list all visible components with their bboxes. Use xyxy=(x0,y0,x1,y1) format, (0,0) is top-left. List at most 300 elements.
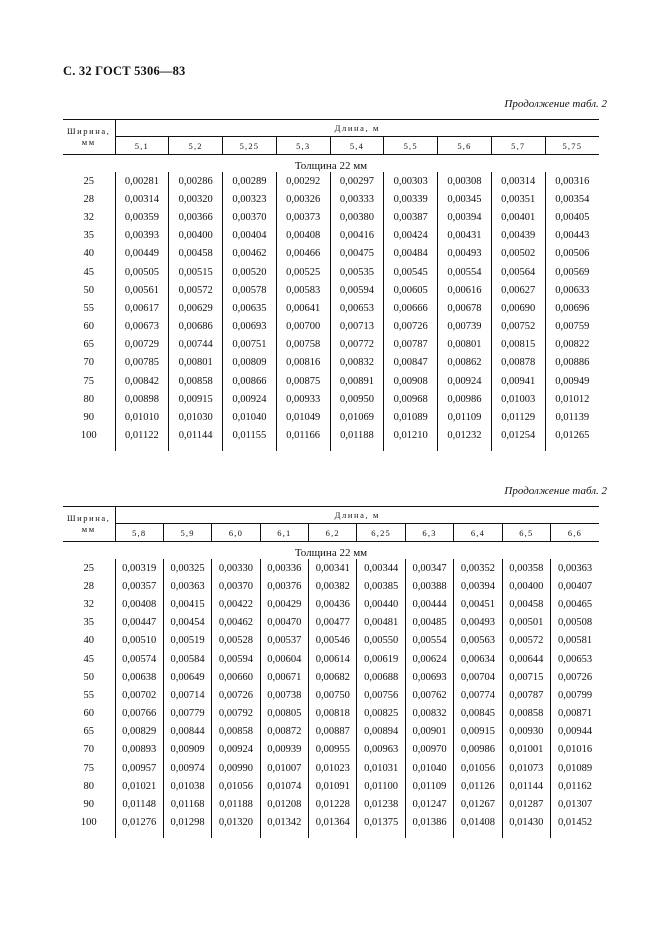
table-row xyxy=(63,705,599,723)
table-row xyxy=(63,245,599,263)
volume-value: 0,00563 xyxy=(454,632,502,650)
width-value: 60 xyxy=(63,705,115,723)
volume-value: 0,00292 xyxy=(276,172,330,190)
volume-value: 0,00887 xyxy=(309,723,357,741)
volume-value: 0,00451 xyxy=(454,595,502,613)
volume-value: 0,00308 xyxy=(438,172,492,190)
volume-value: 0,00693 xyxy=(223,318,277,336)
volume-value: 0,01023 xyxy=(309,759,357,777)
width-value: 65 xyxy=(63,336,115,354)
table-row xyxy=(63,281,599,299)
volume-value: 0,00604 xyxy=(260,650,308,668)
table-row xyxy=(63,390,599,408)
volume-value: 0,01232 xyxy=(438,427,492,445)
tail-cell xyxy=(63,832,115,838)
volume-value: 0,00845 xyxy=(454,705,502,723)
volume-value: 0,01074 xyxy=(260,777,308,795)
volume-value: 0,00801 xyxy=(438,336,492,354)
volume-value: 0,01040 xyxy=(223,408,277,426)
width-value: 25 xyxy=(63,172,115,190)
volume-value: 0,00671 xyxy=(260,668,308,686)
length-value: 5,1 xyxy=(115,137,169,155)
volume-value: 0,01430 xyxy=(502,814,550,832)
volume-value: 0,00316 xyxy=(545,172,599,190)
volume-value: 0,01089 xyxy=(384,408,438,426)
volume-value: 0,00422 xyxy=(212,595,260,613)
volume-value: 0,01342 xyxy=(260,814,308,832)
volume-value: 0,01386 xyxy=(405,814,453,832)
volume-value: 0,00493 xyxy=(438,245,492,263)
width-header-line: Ширина, xyxy=(66,513,111,523)
volume-value: 0,00370 xyxy=(212,577,260,595)
volume-value: 0,00744 xyxy=(169,336,223,354)
width-value: 75 xyxy=(63,759,115,777)
volume-value: 0,00901 xyxy=(405,723,453,741)
volume-value: 0,00878 xyxy=(491,354,545,372)
width-value: 75 xyxy=(63,372,115,390)
length-header: Длина, м xyxy=(115,507,599,524)
volume-value: 0,00866 xyxy=(223,372,277,390)
volume-value: 0,00481 xyxy=(357,614,405,632)
length-value: 6,0 xyxy=(212,524,260,542)
volume-value: 0,00373 xyxy=(276,208,330,226)
volume-value: 0,00713 xyxy=(330,318,384,336)
volume-value: 0,00454 xyxy=(163,614,211,632)
volume-value: 0,00408 xyxy=(122,598,157,610)
volume-value: 0,01307 xyxy=(551,795,599,813)
table-row xyxy=(63,427,599,445)
length-value: 6,25 xyxy=(357,524,405,542)
continuation-label-2: Продолжение табл. 2 xyxy=(504,485,607,497)
volume-value: 0,00766 xyxy=(122,708,157,720)
volume-value: 0,00726 xyxy=(384,318,438,336)
table-row xyxy=(63,723,599,741)
volume-value: 0,01144 xyxy=(169,427,223,445)
volume-value: 0,00569 xyxy=(545,263,599,281)
volume-value: 0,00594 xyxy=(330,281,384,299)
volume-value: 0,00738 xyxy=(260,686,308,704)
volume-value: 0,00944 xyxy=(551,723,599,741)
volume-value: 0,01364 xyxy=(309,814,357,832)
volume-value: 0,00700 xyxy=(276,318,330,336)
volume-value: 0,00614 xyxy=(309,650,357,668)
tail-cell xyxy=(115,832,163,838)
volume-value: 0,01155 xyxy=(223,427,277,445)
volume-value: 0,00303 xyxy=(384,172,438,190)
table-row xyxy=(63,559,599,577)
volume-value: 0,00752 xyxy=(491,318,545,336)
volume-value: 0,01298 xyxy=(163,814,211,832)
volume-value: 0,01254 xyxy=(491,427,545,445)
volume-value: 0,01010 xyxy=(124,412,159,424)
volume-value: 0,00477 xyxy=(309,614,357,632)
volume-value: 0,00875 xyxy=(276,372,330,390)
volume-value: 0,00525 xyxy=(276,263,330,281)
volume-value: 0,01056 xyxy=(212,777,260,795)
width-value: 35 xyxy=(63,614,115,632)
volume-value: 0,01267 xyxy=(454,795,502,813)
volume-value: 0,00815 xyxy=(491,336,545,354)
volume-value: 0,00617 xyxy=(124,302,159,314)
volume-value: 0,00822 xyxy=(545,336,599,354)
volume-value: 0,00326 xyxy=(276,190,330,208)
width-value: 28 xyxy=(63,190,115,208)
volume-value: 0,00351 xyxy=(491,190,545,208)
tail-cell xyxy=(454,832,502,838)
volume-value: 0,00858 xyxy=(169,372,223,390)
volume-value: 0,00950 xyxy=(330,390,384,408)
length-value: 6,5 xyxy=(502,524,550,542)
volume-value: 0,01003 xyxy=(491,390,545,408)
volume-value: 0,00314 xyxy=(491,172,545,190)
volume-value: 0,00924 xyxy=(438,372,492,390)
volume-value: 0,01265 xyxy=(545,427,599,445)
volume-value: 0,01001 xyxy=(502,741,550,759)
tail-cell xyxy=(276,445,330,451)
width-value: 100 xyxy=(63,427,115,445)
volume-value: 0,01139 xyxy=(545,408,599,426)
volume-value: 0,00363 xyxy=(551,559,599,577)
volume-value: 0,00339 xyxy=(384,190,438,208)
volume-value: 0,00779 xyxy=(163,705,211,723)
length-value: 5,7 xyxy=(491,137,545,155)
volume-value: 0,01031 xyxy=(357,759,405,777)
volume-value: 0,00715 xyxy=(502,668,550,686)
width-value: 50 xyxy=(63,281,115,299)
length-value: 5,4 xyxy=(330,137,384,155)
volume-value: 0,00289 xyxy=(223,172,277,190)
volume-value: 0,00380 xyxy=(330,208,384,226)
length-value: 6,2 xyxy=(309,524,357,542)
tail-cell xyxy=(163,832,211,838)
volume-value: 0,00756 xyxy=(357,686,405,704)
volume-value: 0,00462 xyxy=(212,614,260,632)
volume-value: 0,00358 xyxy=(502,559,550,577)
volume-value: 0,00354 xyxy=(545,190,599,208)
tail-cell xyxy=(438,445,492,451)
volume-value: 0,00336 xyxy=(260,559,308,577)
volume-value: 0,00578 xyxy=(223,281,277,299)
volume-value: 0,00750 xyxy=(309,686,357,704)
volume-value: 0,00341 xyxy=(309,559,357,577)
tail-cell xyxy=(330,445,384,451)
volume-value: 0,00801 xyxy=(169,354,223,372)
volume-value: 0,00554 xyxy=(405,632,453,650)
volume-value: 0,00484 xyxy=(384,245,438,263)
table-row xyxy=(63,614,599,632)
volume-value: 0,00696 xyxy=(545,299,599,317)
width-value: 35 xyxy=(63,227,115,245)
table-row xyxy=(63,795,599,813)
volume-value: 0,00968 xyxy=(384,390,438,408)
volume-value: 0,00528 xyxy=(212,632,260,650)
volume-value: 0,00641 xyxy=(276,299,330,317)
length-value: 5,2 xyxy=(169,137,223,155)
volume-value: 0,01188 xyxy=(212,795,260,813)
volume-value: 0,01276 xyxy=(122,817,157,829)
volume-value: 0,00506 xyxy=(545,245,599,263)
volume-value: 0,01040 xyxy=(405,759,453,777)
volume-value: 0,00485 xyxy=(405,614,453,632)
volume-value: 0,00344 xyxy=(357,559,405,577)
volume-value: 0,00858 xyxy=(212,723,260,741)
tail-cell xyxy=(357,832,405,838)
volume-value: 0,00510 xyxy=(122,635,157,647)
tail-cell xyxy=(551,832,599,838)
volume-value: 0,01287 xyxy=(502,795,550,813)
volume-value: 0,00624 xyxy=(405,650,453,668)
volume-value: 0,00545 xyxy=(384,263,438,281)
volume-value: 0,00501 xyxy=(502,614,550,632)
table-row xyxy=(63,686,599,704)
volume-value: 0,00594 xyxy=(212,650,260,668)
table-row xyxy=(63,190,599,208)
volume-value: 0,00653 xyxy=(551,650,599,668)
width-value: 80 xyxy=(63,390,115,408)
table-tail xyxy=(63,445,599,451)
volume-value: 0,00424 xyxy=(384,227,438,245)
volume-value: 0,00660 xyxy=(212,668,260,686)
volume-value: 0,00893 xyxy=(122,744,157,756)
width-value: 80 xyxy=(63,777,115,795)
table-row xyxy=(63,577,599,595)
volume-value: 0,00785 xyxy=(124,357,159,369)
volume-value: 0,00400 xyxy=(169,227,223,245)
table-row xyxy=(63,354,599,372)
volume-value: 0,00842 xyxy=(124,375,159,387)
volume-value: 0,00561 xyxy=(124,284,159,296)
volume-value: 0,00462 xyxy=(223,245,277,263)
volume-value: 0,00832 xyxy=(405,705,453,723)
volume-value: 0,00792 xyxy=(212,705,260,723)
volume-value: 0,00550 xyxy=(357,632,405,650)
volume-value: 0,00605 xyxy=(384,281,438,299)
volume-value: 0,01073 xyxy=(502,759,550,777)
width-value: 25 xyxy=(63,559,115,577)
volume-value: 0,01144 xyxy=(502,777,550,795)
width-value: 28 xyxy=(63,577,115,595)
volume-value: 0,00281 xyxy=(124,175,159,187)
volume-value: 0,00941 xyxy=(491,372,545,390)
volume-value: 0,00470 xyxy=(260,614,308,632)
volume-value: 0,00320 xyxy=(169,190,223,208)
volume-value: 0,01320 xyxy=(212,814,260,832)
volume-value: 0,01049 xyxy=(276,408,330,426)
volume-value: 0,01100 xyxy=(357,777,405,795)
volume-value: 0,00799 xyxy=(551,686,599,704)
volume-value: 0,01148 xyxy=(122,799,157,811)
volume-value: 0,00370 xyxy=(223,208,277,226)
volume-value: 0,01238 xyxy=(357,795,405,813)
volume-value: 0,00909 xyxy=(163,741,211,759)
width-value: 70 xyxy=(63,741,115,759)
volume-value: 0,00653 xyxy=(330,299,384,317)
volume-value: 0,00688 xyxy=(357,668,405,686)
volume-value: 0,00729 xyxy=(124,339,159,351)
volume-value: 0,01247 xyxy=(405,795,453,813)
volume-value: 0,00366 xyxy=(169,208,223,226)
width-value: 32 xyxy=(63,595,115,613)
volume-value: 0,00393 xyxy=(124,230,159,242)
volume-value: 0,01109 xyxy=(405,777,453,795)
volume-value: 0,00894 xyxy=(357,723,405,741)
table-row xyxy=(63,336,599,354)
tail-cell xyxy=(260,832,308,838)
volume-value: 0,01126 xyxy=(454,777,502,795)
volume-value: 0,00891 xyxy=(330,372,384,390)
volume-value: 0,00388 xyxy=(405,577,453,595)
width-value: 45 xyxy=(63,650,115,668)
volume-value: 0,00314 xyxy=(124,193,159,205)
volume-value: 0,00825 xyxy=(357,705,405,723)
volume-value: 0,00682 xyxy=(309,668,357,686)
volume-value: 0,01375 xyxy=(357,814,405,832)
volume-value: 0,00439 xyxy=(491,227,545,245)
tail-cell xyxy=(405,832,453,838)
volume-value: 0,00872 xyxy=(260,723,308,741)
volume-value: 0,00583 xyxy=(276,281,330,299)
volume-value: 0,00359 xyxy=(124,211,159,223)
tail-cell xyxy=(115,445,169,451)
volume-value: 0,00415 xyxy=(163,595,211,613)
width-value: 40 xyxy=(63,245,115,263)
length-header: Длина, м xyxy=(115,120,599,137)
volume-value: 0,00690 xyxy=(491,299,545,317)
volume-value: 0,00704 xyxy=(454,668,502,686)
volume-value: 0,00572 xyxy=(502,632,550,650)
volume-value: 0,00924 xyxy=(212,741,260,759)
width-value: 40 xyxy=(63,632,115,650)
volume-value: 0,00407 xyxy=(551,577,599,595)
volume-value: 0,01030 xyxy=(169,408,223,426)
volume-value: 0,00726 xyxy=(551,668,599,686)
volume-value: 0,00644 xyxy=(502,650,550,668)
volume-value: 0,00400 xyxy=(502,577,550,595)
volume-value: 0,00376 xyxy=(260,577,308,595)
tail-cell xyxy=(384,445,438,451)
volume-value: 0,00581 xyxy=(551,632,599,650)
volume-value: 0,01021 xyxy=(122,780,157,792)
volume-value: 0,00574 xyxy=(122,653,157,665)
volume-value: 0,00787 xyxy=(384,336,438,354)
volume-value: 0,00385 xyxy=(357,577,405,595)
volume-value: 0,00619 xyxy=(357,650,405,668)
volume-value: 0,00405 xyxy=(545,208,599,226)
volume-value: 0,00829 xyxy=(122,726,157,738)
table-row xyxy=(63,668,599,686)
volume-value: 0,01408 xyxy=(454,814,502,832)
volume-value: 0,00431 xyxy=(438,227,492,245)
width-value: 32 xyxy=(63,208,115,226)
volume-value: 0,00702 xyxy=(122,689,157,701)
volume-value: 0,00508 xyxy=(551,614,599,632)
volume-value: 0,00325 xyxy=(163,559,211,577)
width-value: 45 xyxy=(63,263,115,281)
volume-value: 0,00458 xyxy=(169,245,223,263)
table-row xyxy=(63,318,599,336)
table-row xyxy=(63,595,599,613)
length-value: 5,6 xyxy=(438,137,492,155)
volume-value: 0,00436 xyxy=(309,595,357,613)
volume-value: 0,00535 xyxy=(330,263,384,281)
volume-table-2 xyxy=(63,506,599,838)
volume-value: 0,00818 xyxy=(309,705,357,723)
volume-value: 0,00862 xyxy=(438,354,492,372)
volume-value: 0,00693 xyxy=(405,668,453,686)
thickness-label: Толщина 22 мм xyxy=(294,160,368,172)
volume-value: 0,00787 xyxy=(502,686,550,704)
volume-value: 0,00515 xyxy=(169,263,223,281)
volume-value: 0,00759 xyxy=(545,318,599,336)
volume-value: 0,00915 xyxy=(454,723,502,741)
volume-value: 0,00649 xyxy=(163,668,211,686)
volume-value: 0,00330 xyxy=(212,559,260,577)
tail-cell xyxy=(169,445,223,451)
table-row xyxy=(63,650,599,668)
volume-value: 0,00886 xyxy=(545,354,599,372)
volume-value: 0,00673 xyxy=(124,321,159,333)
length-value: 6,4 xyxy=(454,524,502,542)
length-value: 5,5 xyxy=(384,137,438,155)
volume-value: 0,00345 xyxy=(438,190,492,208)
width-header-line: Ширина, xyxy=(66,126,111,136)
table-row xyxy=(63,263,599,281)
volume-value: 0,00739 xyxy=(438,318,492,336)
table-row xyxy=(63,208,599,226)
volume-value: 0,00924 xyxy=(223,390,277,408)
tail-cell xyxy=(309,832,357,838)
volume-value: 0,00449 xyxy=(124,248,159,260)
volume-value: 0,00955 xyxy=(309,741,357,759)
volume-value: 0,00774 xyxy=(454,686,502,704)
lengths-row xyxy=(63,524,599,542)
table-row xyxy=(63,814,599,832)
volume-value: 0,00974 xyxy=(163,759,211,777)
width-value: 55 xyxy=(63,686,115,704)
volume-value: 0,00634 xyxy=(454,650,502,668)
header-row xyxy=(63,120,599,137)
volume-value: 0,00629 xyxy=(169,299,223,317)
volume-value: 0,01007 xyxy=(260,759,308,777)
volume-value: 0,00858 xyxy=(502,705,550,723)
length-value: 6,1 xyxy=(260,524,308,542)
volume-value: 0,00347 xyxy=(405,559,453,577)
volume-value: 0,01091 xyxy=(309,777,357,795)
volume-value: 0,00444 xyxy=(405,595,453,613)
volume-value: 0,00986 xyxy=(438,390,492,408)
volume-table-1 xyxy=(63,119,599,451)
volume-value: 0,00319 xyxy=(122,562,157,574)
volume-value: 0,00554 xyxy=(438,263,492,281)
width-value: 100 xyxy=(63,814,115,832)
volume-value: 0,01188 xyxy=(330,427,384,445)
table-row xyxy=(63,741,599,759)
volume-value: 0,00382 xyxy=(309,577,357,595)
continuation-label-1: Продолжение табл. 2 xyxy=(504,98,607,110)
volume-value: 0,00686 xyxy=(169,318,223,336)
volume-value: 0,00666 xyxy=(384,299,438,317)
volume-value: 0,00915 xyxy=(169,390,223,408)
volume-value: 0,01016 xyxy=(551,741,599,759)
length-value: 6,6 xyxy=(551,524,599,542)
table-row xyxy=(63,777,599,795)
volume-value: 0,00714 xyxy=(163,686,211,704)
volume-value: 0,01210 xyxy=(384,427,438,445)
tail-cell xyxy=(63,445,115,451)
volume-value: 0,00357 xyxy=(122,580,157,592)
volume-value: 0,00832 xyxy=(330,354,384,372)
volume-value: 0,00638 xyxy=(122,671,157,683)
